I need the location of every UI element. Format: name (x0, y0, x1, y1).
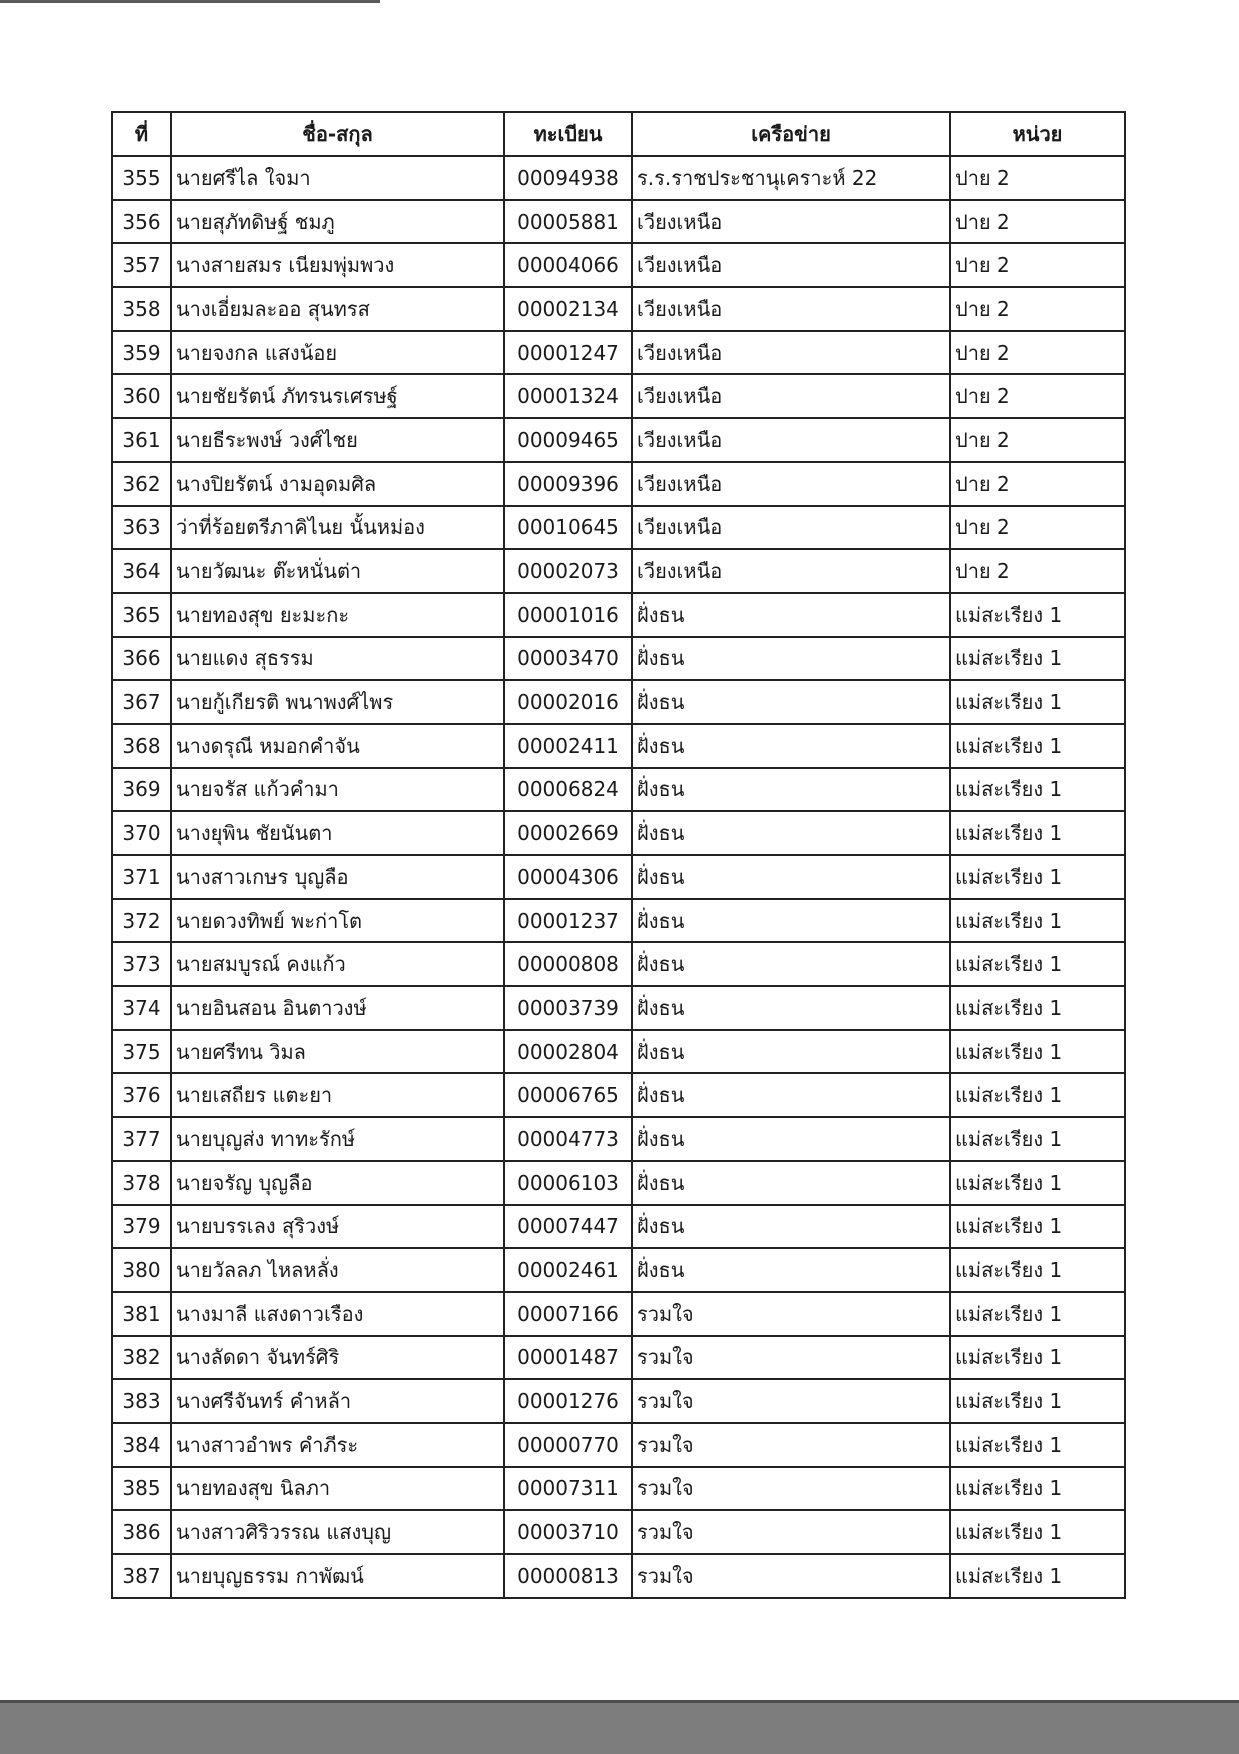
cell-network: เวียงเหนือ (632, 418, 950, 462)
table-row (112, 593, 1125, 637)
cell-unit: ปาย 2 (950, 418, 1125, 462)
cell-registration: 00010645 (504, 506, 632, 550)
header-unit: หน่วย (950, 112, 1125, 156)
table-row (112, 331, 1125, 375)
cell-registration: 00007311 (504, 1467, 632, 1511)
cell-unit: ปาย 2 (950, 549, 1125, 593)
cell-no: 373 (112, 942, 171, 986)
cell-name: นายแดง สุธรรม (171, 637, 504, 681)
cell-registration: 00006765 (504, 1073, 632, 1117)
cell-unit: แม่สะเรียง 1 (950, 1467, 1125, 1511)
cell-unit: แม่สะเรียง 1 (950, 1423, 1125, 1467)
scan-bottom-line (0, 1700, 1239, 1703)
cell-network: ฝั่งธน (632, 1073, 950, 1117)
cell-no: 359 (112, 331, 171, 375)
cell-no: 375 (112, 1030, 171, 1074)
cell-registration: 00002804 (504, 1030, 632, 1074)
cell-name: นายอินสอน อินตาวงษ์ (171, 986, 504, 1030)
cell-registration: 00002461 (504, 1248, 632, 1292)
cell-network: ฝั่งธน (632, 986, 950, 1030)
cell-name: นางศรีจันทร์ คำหล้า (171, 1379, 504, 1423)
table-row (112, 287, 1125, 331)
cell-name: นางเอี่ยมละออ สุนทรส (171, 287, 504, 331)
table-row (112, 1161, 1125, 1205)
cell-unit: ปาย 2 (950, 287, 1125, 331)
table-row (112, 374, 1125, 418)
cell-network: ฝั่งธน (632, 1205, 950, 1249)
scan-top-edge (0, 0, 380, 3)
cell-registration: 00002134 (504, 287, 632, 331)
cell-no: 377 (112, 1117, 171, 1161)
cell-registration: 00000808 (504, 942, 632, 986)
cell-no: 368 (112, 724, 171, 768)
table-row (112, 724, 1125, 768)
cell-network: เวียงเหนือ (632, 506, 950, 550)
cell-name: นายชัยรัตน์ ภัทรนรเศรษฐ์ (171, 374, 504, 418)
cell-unit: แม่สะเรียง 1 (950, 899, 1125, 943)
cell-unit: แม่สะเรียง 1 (950, 724, 1125, 768)
cell-network: รวมใจ (632, 1379, 950, 1423)
cell-no: 357 (112, 243, 171, 287)
cell-unit: แม่สะเรียง 1 (950, 1510, 1125, 1554)
cell-registration: 00002411 (504, 724, 632, 768)
cell-no: 369 (112, 768, 171, 812)
cell-unit: แม่สะเรียง 1 (950, 1248, 1125, 1292)
cell-registration: 00003739 (504, 986, 632, 1030)
cell-registration: 00002016 (504, 680, 632, 724)
cell-unit: แม่สะเรียง 1 (950, 1292, 1125, 1336)
cell-no: 380 (112, 1248, 171, 1292)
table-row (112, 1510, 1125, 1554)
cell-network: รวมใจ (632, 1467, 950, 1511)
table-row (112, 1467, 1125, 1511)
cell-name: นายจรัญ บุญลือ (171, 1161, 504, 1205)
scan-bottom-edge (0, 1700, 1239, 1754)
cell-registration: 00004773 (504, 1117, 632, 1161)
cell-network: เวียงเหนือ (632, 549, 950, 593)
header-no: ที่ (112, 112, 171, 156)
cell-network: เวียงเหนือ (632, 243, 950, 287)
cell-name: นางสาวอำพร คำภีระ (171, 1423, 504, 1467)
cell-no: 383 (112, 1379, 171, 1423)
cell-network: ฝั่งธน (632, 855, 950, 899)
cell-registration: 00003470 (504, 637, 632, 681)
cell-network: ฝั่งธน (632, 1248, 950, 1292)
table-row (112, 1117, 1125, 1161)
cell-registration: 00000770 (504, 1423, 632, 1467)
cell-network: รวมใจ (632, 1554, 950, 1598)
table-header (112, 112, 1125, 156)
table-row (112, 1379, 1125, 1423)
cell-no: 379 (112, 1205, 171, 1249)
cell-network: ฝั่งธน (632, 942, 950, 986)
cell-unit: แม่สะเรียง 1 (950, 1554, 1125, 1598)
table-row (112, 1336, 1125, 1380)
table-row (112, 506, 1125, 550)
cell-unit: แม่สะเรียง 1 (950, 1161, 1125, 1205)
cell-network: ฝั่งธน (632, 593, 950, 637)
cell-network: ฝั่งธน (632, 811, 950, 855)
cell-network: ร.ร.ราชประชานุเคราะห์ 22 (632, 156, 950, 200)
cell-no: 376 (112, 1073, 171, 1117)
cell-registration: 00002669 (504, 811, 632, 855)
cell-unit: แม่สะเรียง 1 (950, 855, 1125, 899)
cell-registration: 00001247 (504, 331, 632, 375)
table-row (112, 200, 1125, 244)
cell-name: ว่าที่ร้อยตรีภาคิไนย นั้นหม่อง (171, 506, 504, 550)
cell-registration: 00007166 (504, 1292, 632, 1336)
table-row (112, 768, 1125, 812)
cell-name: นางสาวเกษร บุญลือ (171, 855, 504, 899)
cell-no: 374 (112, 986, 171, 1030)
cell-no: 366 (112, 637, 171, 681)
cell-name: นายบรรเลง สุริวงษ์ (171, 1205, 504, 1249)
cell-network: รวมใจ (632, 1292, 950, 1336)
cell-name: นายเสถียร แตะยา (171, 1073, 504, 1117)
header-registration: ทะเบียน (504, 112, 632, 156)
cell-unit: แม่สะเรียง 1 (950, 811, 1125, 855)
cell-registration: 00001487 (504, 1336, 632, 1380)
cell-unit: แม่สะเรียง 1 (950, 593, 1125, 637)
cell-unit: แม่สะเรียง 1 (950, 986, 1125, 1030)
cell-no: 372 (112, 899, 171, 943)
cell-no: 367 (112, 680, 171, 724)
cell-no: 362 (112, 462, 171, 506)
cell-name: นายสมบูรณ์ คงแก้ว (171, 942, 504, 986)
cell-name: นายจรัส แก้วคำมา (171, 768, 504, 812)
cell-name: นางลัดดา จันทร์ศิริ (171, 1336, 504, 1380)
cell-name: นางดรุณี หมอกคำจัน (171, 724, 504, 768)
cell-name: นางยุพิน ชัยนันตา (171, 811, 504, 855)
cell-name: นายทองสุข ยะมะกะ (171, 593, 504, 637)
cell-network: ฝั่งธน (632, 1117, 950, 1161)
table-row (112, 1073, 1125, 1117)
cell-registration: 00009396 (504, 462, 632, 506)
cell-no: 361 (112, 418, 171, 462)
table-row (112, 1030, 1125, 1074)
table-row (112, 1248, 1125, 1292)
cell-no: 355 (112, 156, 171, 200)
cell-name: นายธีระพงษ์ วงศ์ไชย (171, 418, 504, 462)
cell-unit: แม่สะเรียง 1 (950, 1205, 1125, 1249)
table-row (112, 1423, 1125, 1467)
cell-unit: แม่สะเรียง 1 (950, 1030, 1125, 1074)
table-row (112, 549, 1125, 593)
cell-name: นางปิยรัตน์ งามอุดมศิล (171, 462, 504, 506)
cell-no: 371 (112, 855, 171, 899)
cell-unit: แม่สะเรียง 1 (950, 1073, 1125, 1117)
cell-unit: ปาย 2 (950, 156, 1125, 200)
cell-name: นายจงกล แสงน้อย (171, 331, 504, 375)
cell-unit: แม่สะเรียง 1 (950, 942, 1125, 986)
cell-network: ฝั่งธน (632, 899, 950, 943)
member-table (111, 111, 1126, 1599)
cell-network: เวียงเหนือ (632, 374, 950, 418)
cell-unit: แม่สะเรียง 1 (950, 1117, 1125, 1161)
cell-registration: 00004066 (504, 243, 632, 287)
cell-registration: 00004306 (504, 855, 632, 899)
cell-unit: ปาย 2 (950, 462, 1125, 506)
cell-unit: แม่สะเรียง 1 (950, 637, 1125, 681)
cell-network: เวียงเหนือ (632, 200, 950, 244)
cell-registration: 00006824 (504, 768, 632, 812)
table-row (112, 942, 1125, 986)
header-name: ชื่อ-สกุล (171, 112, 504, 156)
table-row (112, 1554, 1125, 1598)
cell-network: เวียงเหนือ (632, 287, 950, 331)
cell-name: นายบุญส่ง ทาทะรักษ์ (171, 1117, 504, 1161)
cell-network: ฝั่งธน (632, 724, 950, 768)
cell-network: ฝั่งธน (632, 1161, 950, 1205)
cell-unit: ปาย 2 (950, 374, 1125, 418)
cell-unit: ปาย 2 (950, 331, 1125, 375)
table-row (112, 855, 1125, 899)
table-row (112, 1292, 1125, 1336)
cell-network: เวียงเหนือ (632, 462, 950, 506)
cell-name: นายศรีทน วิมล (171, 1030, 504, 1074)
cell-no: 381 (112, 1292, 171, 1336)
cell-name: นายศรีไล ใจมา (171, 156, 504, 200)
cell-registration: 00002073 (504, 549, 632, 593)
cell-registration: 00001324 (504, 374, 632, 418)
cell-unit: แม่สะเรียง 1 (950, 680, 1125, 724)
cell-network: เวียงเหนือ (632, 331, 950, 375)
table-row (112, 462, 1125, 506)
cell-name: นางมาลี แสงดาวเรือง (171, 1292, 504, 1336)
cell-network: รวมใจ (632, 1423, 950, 1467)
cell-unit: ปาย 2 (950, 200, 1125, 244)
cell-network: รวมใจ (632, 1336, 950, 1380)
table-row (112, 1205, 1125, 1249)
table-row (112, 637, 1125, 681)
cell-no: 386 (112, 1510, 171, 1554)
cell-name: นางสายสมร เนียมพุ่มพวง (171, 243, 504, 287)
cell-no: 363 (112, 506, 171, 550)
cell-network: ฝั่งธน (632, 768, 950, 812)
cell-registration: 00000813 (504, 1554, 632, 1598)
header-network: เครือข่าย (632, 112, 950, 156)
cell-name: นายวัฒนะ ต๊ะหนั่นต่า (171, 549, 504, 593)
cell-registration: 00006103 (504, 1161, 632, 1205)
cell-registration: 00005881 (504, 200, 632, 244)
cell-registration: 00001276 (504, 1379, 632, 1423)
cell-registration: 00094938 (504, 156, 632, 200)
cell-name: นางสาวศิริวรรณ แสงบุญ (171, 1510, 504, 1554)
cell-name: นายสุภัทดิษฐ์ ชมภู (171, 200, 504, 244)
table-row (112, 156, 1125, 200)
table-body (112, 156, 1125, 1598)
cell-registration: 00007447 (504, 1205, 632, 1249)
table-row (112, 243, 1125, 287)
cell-no: 358 (112, 287, 171, 331)
cell-registration: 00001016 (504, 593, 632, 637)
cell-unit: แม่สะเรียง 1 (950, 1379, 1125, 1423)
table-row (112, 418, 1125, 462)
cell-no: 384 (112, 1423, 171, 1467)
cell-registration: 00003710 (504, 1510, 632, 1554)
cell-registration: 00009465 (504, 418, 632, 462)
cell-no: 365 (112, 593, 171, 637)
cell-unit: ปาย 2 (950, 243, 1125, 287)
table-row (112, 986, 1125, 1030)
cell-no: 356 (112, 200, 171, 244)
cell-no: 385 (112, 1467, 171, 1511)
cell-no: 370 (112, 811, 171, 855)
cell-name: นายกู้เกียรติ พนาพงศ์ไพร (171, 680, 504, 724)
cell-no: 382 (112, 1336, 171, 1380)
cell-name: นายทองสุข นิลภา (171, 1467, 504, 1511)
cell-network: รวมใจ (632, 1510, 950, 1554)
cell-no: 360 (112, 374, 171, 418)
cell-unit: แม่สะเรียง 1 (950, 1336, 1125, 1380)
cell-unit: ปาย 2 (950, 506, 1125, 550)
header-row (112, 112, 1125, 156)
cell-network: ฝั่งธน (632, 1030, 950, 1074)
cell-no: 378 (112, 1161, 171, 1205)
cell-name: นายดวงทิพย์ พะก่าโต (171, 899, 504, 943)
table-row (112, 899, 1125, 943)
cell-no: 364 (112, 549, 171, 593)
table-row (112, 680, 1125, 724)
cell-network: ฝั่งธน (632, 680, 950, 724)
cell-registration: 00001237 (504, 899, 632, 943)
cell-name: นายบุญธรรม กาพัฒน์ (171, 1554, 504, 1598)
cell-name: นายวัลลภ ไหลหลั่ง (171, 1248, 504, 1292)
cell-unit: แม่สะเรียง 1 (950, 768, 1125, 812)
cell-no: 387 (112, 1554, 171, 1598)
table-row (112, 811, 1125, 855)
cell-network: ฝั่งธน (632, 637, 950, 681)
